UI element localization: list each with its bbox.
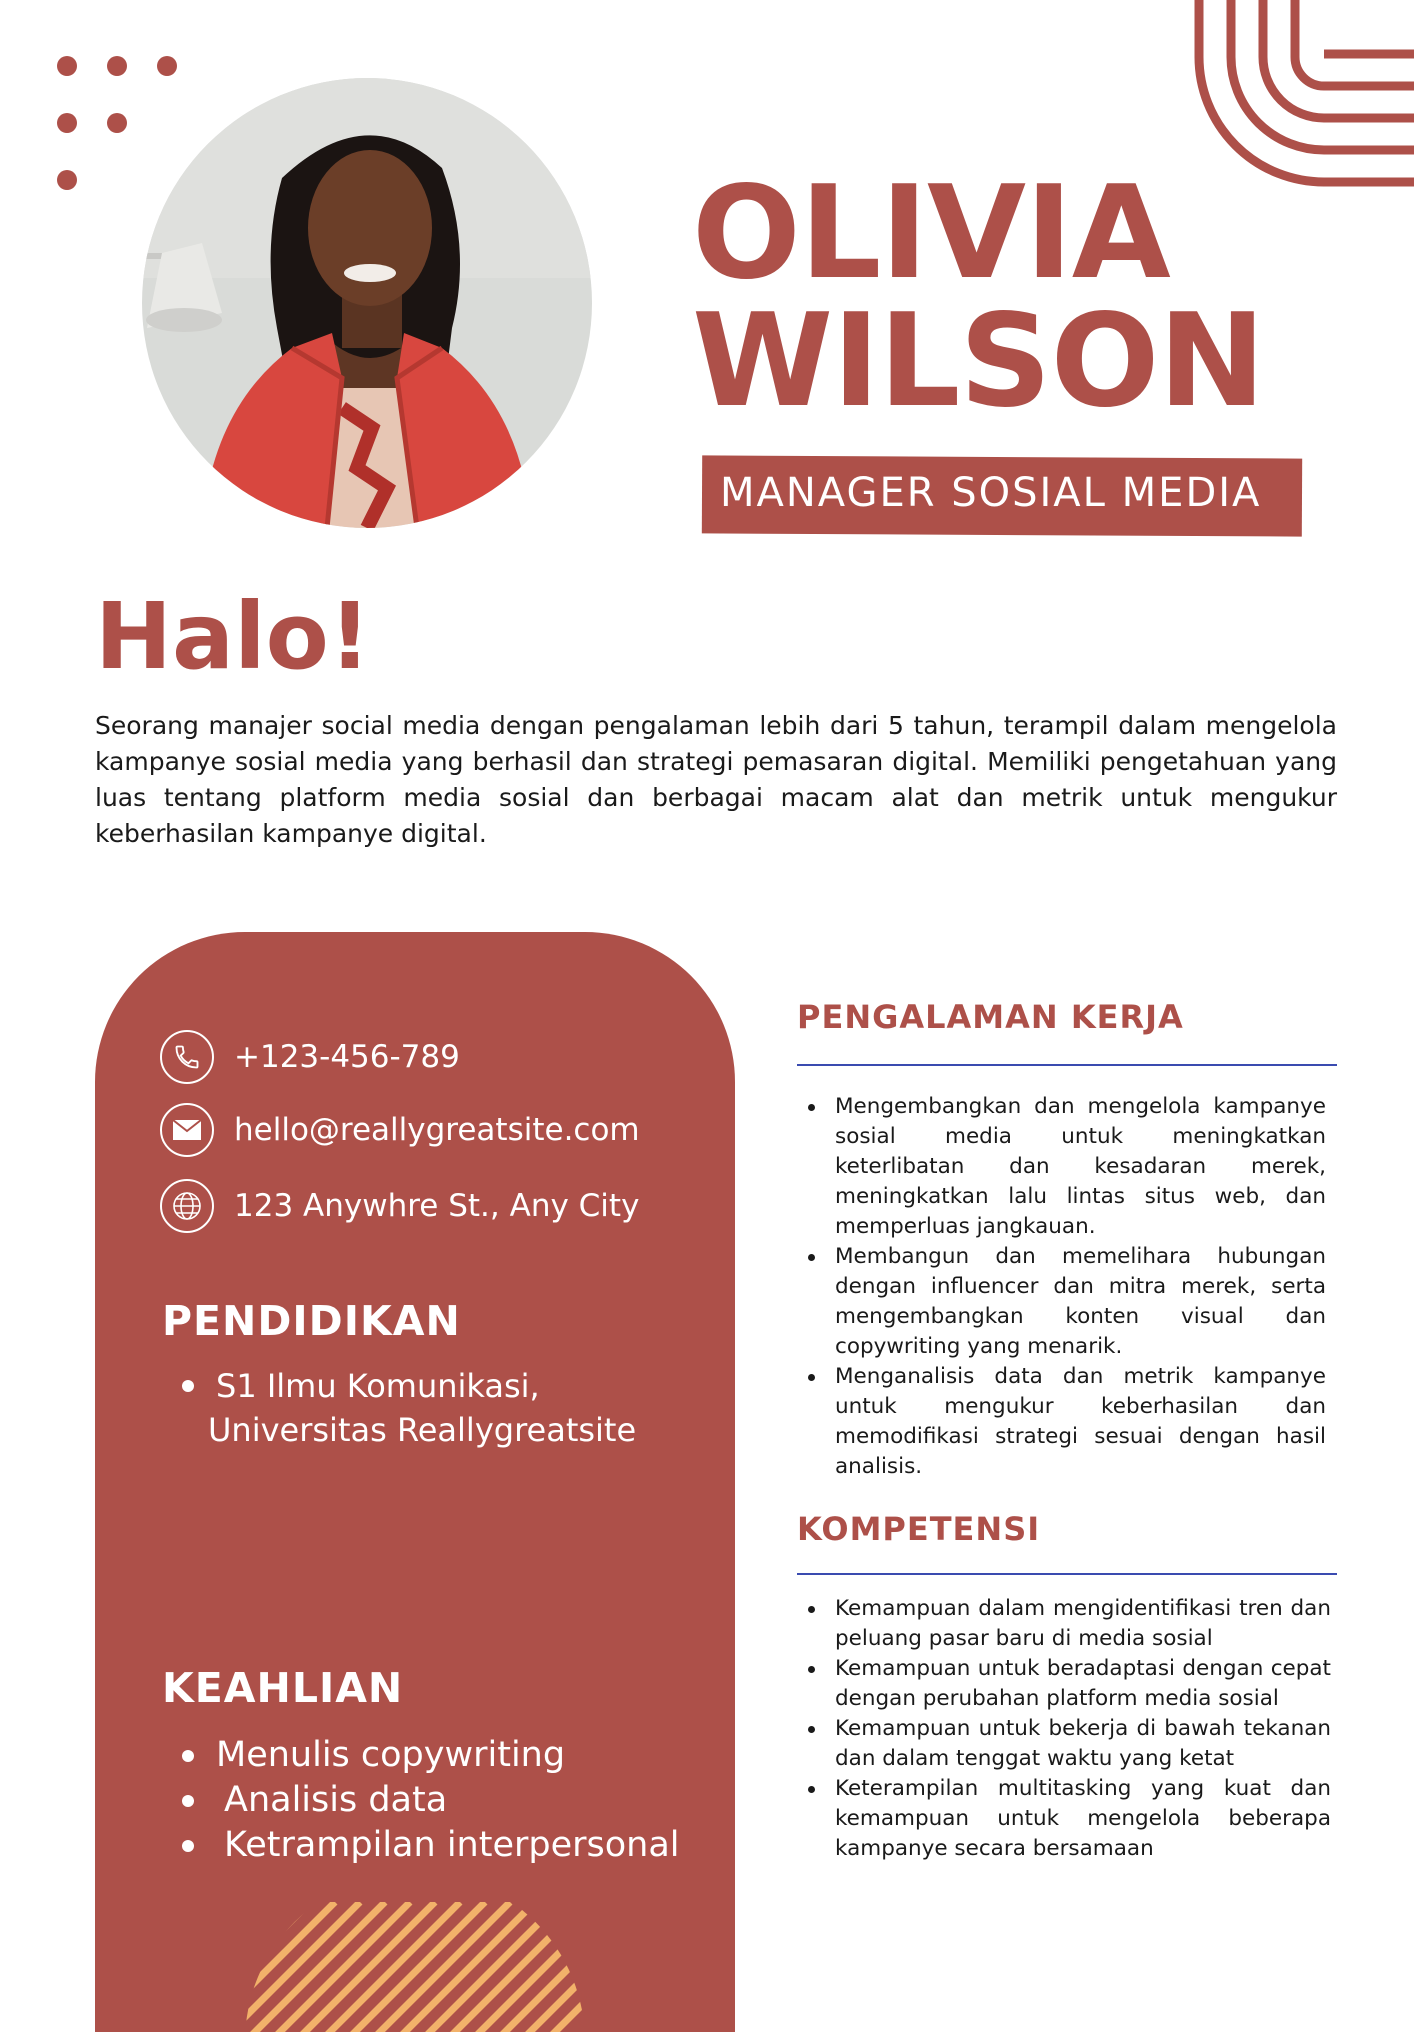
decorative-dots (0, 0, 200, 200)
decorative-arcs (1174, 0, 1414, 190)
skills-heading: KEAHLIAN (162, 1664, 404, 1712)
list-item: Ketrampilan interpersonal (178, 1823, 680, 1868)
competence-heading: KOMPETENSI (797, 1510, 1041, 1548)
skills-list (178, 1733, 680, 1868)
email-address: hello@reallygreatsite.com (234, 1112, 640, 1148)
list-item: Menulis copywriting (178, 1733, 680, 1778)
job-title: MANAGER SOSIAL MEDIA (720, 470, 1262, 516)
contact-phone (160, 1028, 460, 1086)
first-name: OLIVIA (692, 159, 1170, 308)
list-item: Mengembangkan dan mengelola kampanye sosial media untuk meningkatkan keterlibatan dan kesadaran merek, meningkatkan lalu lintas situs web, dan memperluas jangkauan. (808, 1092, 1326, 1242)
list-item: Analisis data (178, 1778, 680, 1823)
phone-number: +123-456-789 (234, 1039, 460, 1075)
experience-list (808, 1092, 1326, 1482)
profile-photo (142, 78, 592, 528)
list-item: Keterampilan multitasking yang kuat dan kemampuan untuk mengelola beberapa kampanye secara bersamaan (808, 1774, 1331, 1864)
education-degree: S1 Ilmu Komunikasi, (178, 1364, 636, 1408)
education-institution: Universitas Reallygreatsite (208, 1411, 637, 1449)
profile-summary: Seorang manajer social media dengan pengalaman lebih dari 5 tahun, terampil dalam mengelola kampanye sosial media yang berhasil dan strategi pemasaran digital. Memiliki pengetahuan yang luas tentang platform media sosial dan berbagai macam alat dan metrik untuk mengukur keberhasilan kampanye digital. (95, 711, 1337, 848)
experience-heading: PENGALAMAN KERJA (797, 998, 1184, 1036)
list-item: Kemampuan dalam mengidentifikasi tren dan peluang pasar baru di media sosial (808, 1594, 1331, 1654)
experience-divider (797, 1064, 1337, 1066)
greeting-heading: Halo! (95, 583, 371, 690)
competence-divider (797, 1573, 1337, 1575)
list-item: Kemampuan untuk bekerja di bawah tekanan dan dalam tenggat waktu yang ketat (808, 1714, 1331, 1774)
profile-name (692, 159, 1265, 436)
mail-icon (160, 1103, 214, 1157)
education-heading: PENDIDIKAN (162, 1297, 461, 1345)
globe-icon (160, 1179, 214, 1233)
list-item: Kemampuan untuk beradaptasi dengan cepat dengan perubahan platform media sosial (808, 1654, 1331, 1714)
street-address: 123 Anywhre St., Any City (234, 1188, 640, 1224)
contact-address (160, 1177, 639, 1235)
last-name: WILSON (692, 287, 1265, 436)
competence-list (808, 1594, 1331, 1864)
list-item: Menganalisis data dan metrik kampanye untuk mengukur keberhasilan dan memodifikasi strategi sesuai dengan hasil analisis. (808, 1362, 1326, 1482)
striped-half-circle (235, 1902, 595, 2032)
education-list (178, 1364, 636, 1452)
phone-icon (160, 1030, 214, 1084)
list-item: Membangun dan memelihara hubungan dengan influencer dan mitra merek, serta mengembangkan konten visual dan copywriting yang menarik. (808, 1242, 1326, 1362)
contact-email (160, 1101, 640, 1159)
